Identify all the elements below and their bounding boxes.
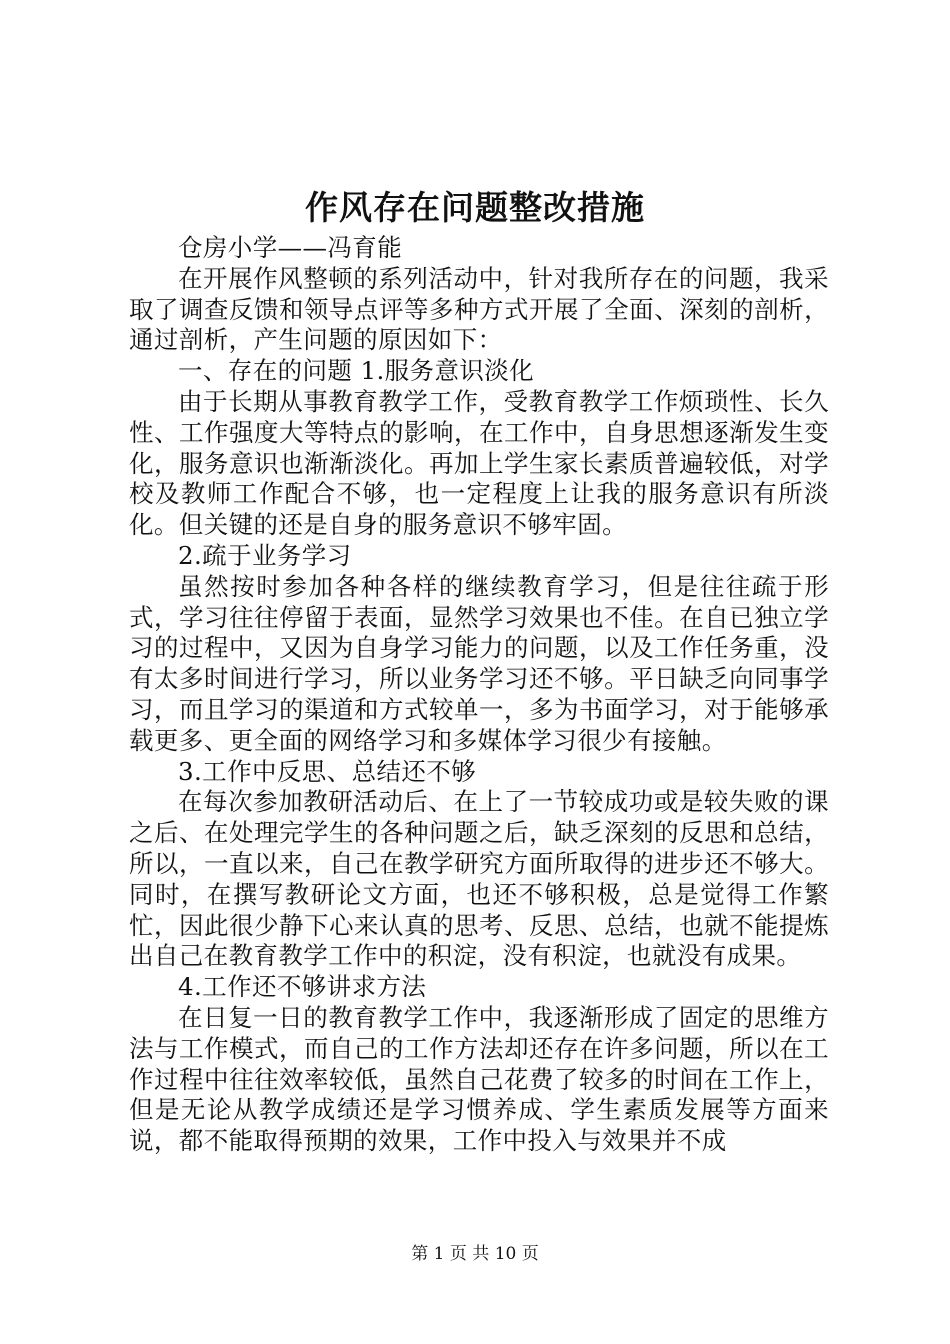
subsection-heading: 3.工作中反思、总结还不够 xyxy=(178,756,477,786)
body-paragraph: 在每次参加教研活动后、在上了一节较成功或是较失败的课之后、在处理完学生的各种问题之后，缺乏深刻的反思和总结，所以，一直以来，自己在教学研究方面所取得的进步还不够大。同时，在撰写教研论文方面，也还不够积极，总是觉得工作繁忙，因此很少静下心来认真的思考、反思、总结，也就不能提炼出自己在教育教学工作中的积淀，没有积淀，也就没有成果。 xyxy=(129,787,829,971)
page-footer: 第 1 页 共 10 页 xyxy=(411,1244,539,1264)
body-paragraph: 虽然按时参加各种各样的继续教育学习，但是往往疏于形式，学习往往停留于表面，显然学习效果也不佳。在自已独立学习的过程中，又因为自身学习能力的问题，以及工作任务重，没有太多时间进行学习，所以业务学习还不够。平日缺乏向同事学习，而且学习的渠道和方式较单一，多为书面学习，对于能够承载更多、更全面的网络学习和多媒体学习很少有接触。 xyxy=(129,571,829,755)
section-heading: 一、存在的问题 1.服务意识淡化 xyxy=(178,356,535,386)
intro-paragraph: 在开展作风整顿的系列活动中，针对我所存在的问题，我采取了调查反馈和领导点评等多种方式开展了全面、深刻的剖析，通过剖析，产生问题的原因如下： xyxy=(129,263,829,355)
document-title: 作风存在问题整改措施 xyxy=(305,188,645,227)
body-paragraph: 在日复一日的教育教学工作中，我逐渐形成了固定的思维方法与工作模式，而自己的工作方法却还存在许多问题，所以在工作过程中往往效率较低，虽然自己花费了较多的时间在工作上，但是无论从教学成绩还是学习惯养成、学生素质发展等方面来说，都不能取得预期的效果，工作中投入与效果并不成 xyxy=(129,1002,829,1156)
body-paragraph: 由于长期从事教育教学工作，受教育教学工作烦琐性、长久性、工作强度大等特点的影响，在工作中，自身思想逐渐发生变化，服务意识也渐渐淡化。再加上学生家长素质普遍较低，对学校及教师工作配合不够，也一定程度上让我的服务意识有所淡化。但关键的还是自身的服务意识不够牢固。 xyxy=(129,386,829,540)
author-line: 仓房小学——冯育能 xyxy=(178,233,403,262)
subsection-heading: 4.工作还不够讲求方法 xyxy=(178,972,427,1002)
subsection-heading: 2.疏于业务学习 xyxy=(178,540,352,570)
document-body xyxy=(129,233,829,1157)
